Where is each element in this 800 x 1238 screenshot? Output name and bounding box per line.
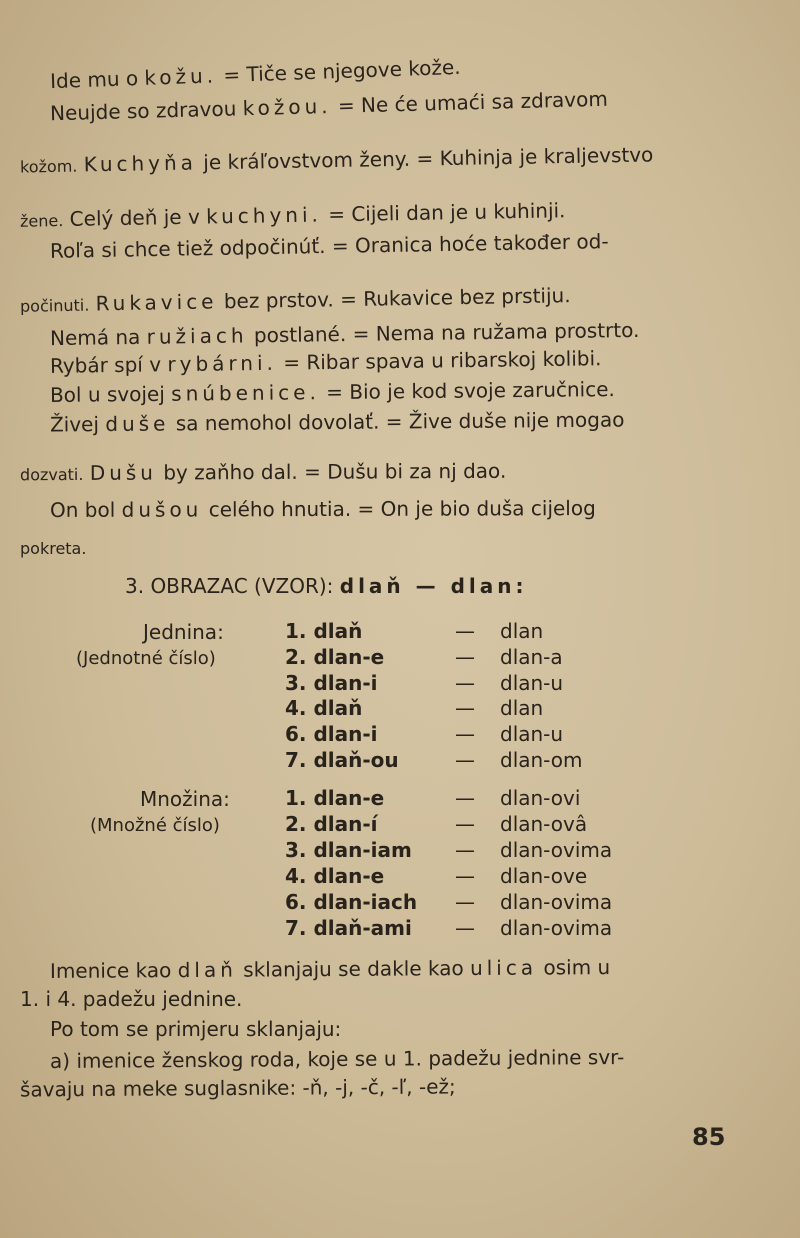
table-row: 2. dlan-e — dlan-a <box>285 645 563 669</box>
example-line: Neujde so zdravou kožou. = Ne će umaći sa zdravom <box>49 86 609 126</box>
table-row: 1. dlaň — dlan <box>285 619 544 643</box>
paragraph-line: šavaju na meke suglasnike: -ň, -j, -č, -ľ, -ež; <box>19 1074 456 1102</box>
table-row: 2. dlan-í — dlan-ovâ <box>285 812 588 836</box>
table-row: 6. dlan-iach — dlan-ovima <box>285 890 613 914</box>
paragraph-line: Po tom se primjeru sklanjaju: <box>50 1017 342 1041</box>
example-line: Bol u svojej snúbenice. = Bio je kod svoje zaručnice. <box>49 377 615 407</box>
example-line: pokreta. <box>20 539 87 558</box>
table-row: 3. dlan-iam — dlan-ovima <box>285 838 613 862</box>
table-row: 3. dlan-i — dlan-u <box>285 671 564 695</box>
example-line: kožom. Kuchyňa je kráľovstvom ženy. = Kuhinja je kraljevstvo <box>19 142 654 177</box>
singular-label: Jednina: <box>143 620 224 644</box>
example-line: Ide mu o kožu. = Tiče se njegove kože. <box>49 54 461 94</box>
table-row: 7. dlaň-ami — dlan-ovima <box>285 916 613 940</box>
section-heading: 3. OBRAZAC (VZOR): dlaň — dlan: <box>125 574 528 598</box>
example-line: Rybár spí v rybárni. = Ribar spava u ribarskoj kolibi. <box>49 346 602 378</box>
table-row: 4. dlaň — dlan <box>285 696 544 720</box>
plural-sublabel: (Množné číslo) <box>90 815 220 836</box>
page-number: 85 <box>692 1123 726 1151</box>
example-line: Nemá na ružiach postlané. = Nema na ružama prostrto. <box>49 317 640 351</box>
table-row: 1. dlan-e — dlan-ovi <box>285 786 581 810</box>
example-line: počinuti. Rukavice bez prstov. = Rukavice bez prstiju. <box>19 283 571 316</box>
table-row: 6. dlan-i — dlan-u <box>285 722 564 746</box>
example-line: On bol dušou celého hnutia. = On je bio duša cijelog <box>49 496 596 522</box>
example-line: dozvati. Dušu by zaňho dal. = Dušu bi za nj dao. <box>19 458 507 485</box>
paragraph-line: Imenice kao dlaň sklanjaju se dakle kao ulica osim u <box>49 955 611 983</box>
example-line: Živej duše sa nemohol dovolať. = Žive duše nije mogao <box>49 407 625 437</box>
table-row: 7. dlaň-ou — dlan-om <box>285 748 583 772</box>
plural-label: Množina: <box>140 787 230 811</box>
singular-sublabel: (Jednotné číslo) <box>76 648 216 669</box>
example-line: žene. Celý deň je v kuchyni. = Cijeli dan je u kuhinji. <box>19 198 566 231</box>
table-row: 4. dlan-e — dlan-ove <box>285 864 588 888</box>
paragraph-line: a) imenice ženskog roda, koje se u 1. padežu jednine svr- <box>49 1044 625 1074</box>
paragraph-line: 1. i 4. padežu jednine. <box>20 987 243 1011</box>
example-line: Roľa si chce tiež odpočinúť. = Oranica hoće također od- <box>49 229 609 263</box>
